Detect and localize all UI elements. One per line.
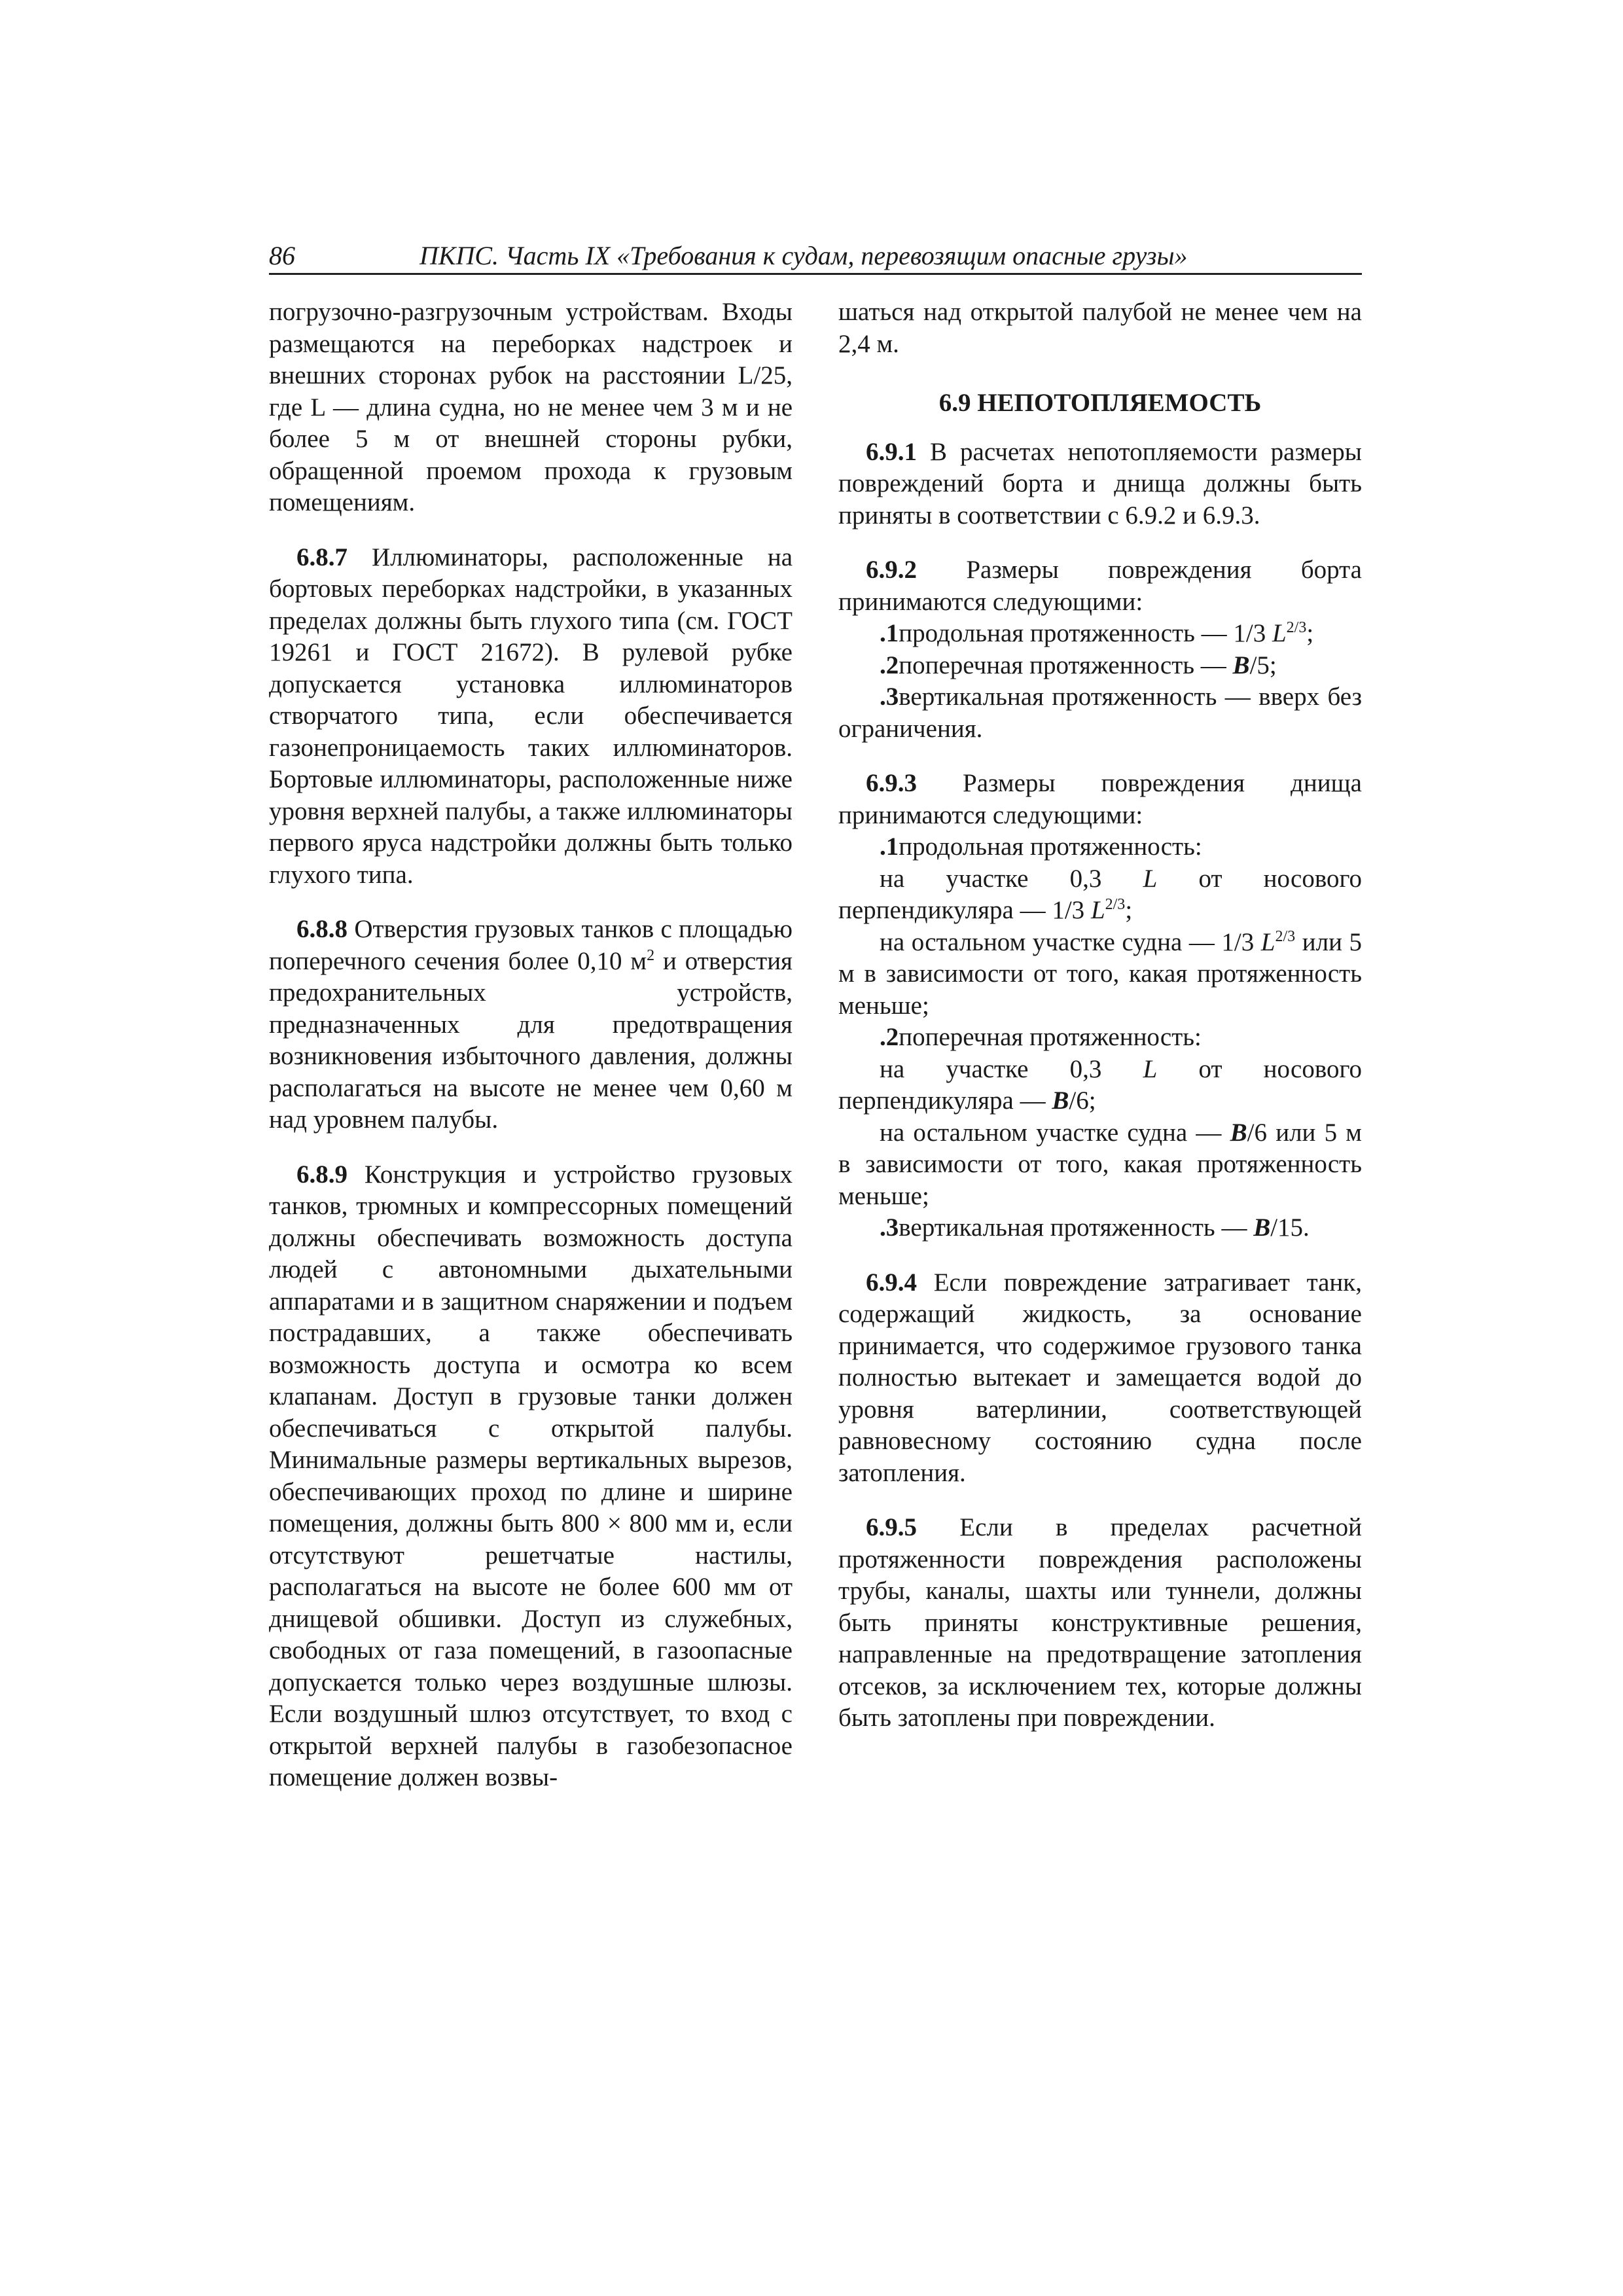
item-text: вертикальная протяженность — вверх без ограничения. xyxy=(838,683,1362,743)
clause-number: 6.8.8 xyxy=(296,915,348,943)
item-text: или 5 м в зависимости от того, какая протяженность меньше; xyxy=(838,927,1362,1020)
item-number: .1 xyxy=(880,833,899,861)
item-number: .1 xyxy=(880,619,899,647)
clause-text: и отверстия предохранительных устройств, предназначенных для предотвращения возникновения избыточного давления, должны располагаться на высоте не менее чем 0,60 м над уровнем палубы. xyxy=(269,946,793,1134)
left-column xyxy=(269,296,793,1794)
item-number: .2 xyxy=(880,651,899,679)
list-item xyxy=(838,831,1362,863)
clause-text: Размеры повреждения борта принимаются следующими: xyxy=(838,556,1362,616)
paragraph-6-8-7 xyxy=(269,542,793,891)
page-number: 86 xyxy=(269,241,295,270)
clause-text: В расчетах непотопляемости размеры повреждений борта и днища должны быть приняты в соответствии с 6.9.2 и 6.9.3. xyxy=(838,437,1362,529)
sub-item xyxy=(838,863,1362,927)
clause-number: 6.9.1 xyxy=(866,437,917,466)
item-text: поперечная протяженность — xyxy=(899,651,1226,679)
clause-text: Иллюминаторы, расположенные на бортовых переборках надстройки, в указанных пределах должны быть глухого типа (см. ГОСТ 19261 и ГОСТ 21672). В рулевой рубке допускается установка иллюминаторов створчатого типа, если обеспечивается газонепроницаемость таких иллюминаторов. Бортовые иллюминаторы, расположенные ниже уровня верхней палубы, а также иллюминаторы первого яруса надстройки должны быть только глухого типа. xyxy=(269,543,793,889)
item-text: /6; xyxy=(1069,1086,1096,1115)
paragraph-6-8-8 xyxy=(269,914,793,1136)
superscript: 2/3 xyxy=(1275,927,1296,945)
right-column xyxy=(838,296,1362,1734)
running-header xyxy=(269,239,1362,273)
clause-text: Если повреждение затрагивает танк, содержащий жидкость, за основание принимается, что содержимое грузового танка полностью вытекает и замещается водой до уровня ватерлинии, соответствующей равновесному состоянию судна после затопления. xyxy=(838,1268,1363,1487)
item-text: поперечная протяженность: xyxy=(899,1023,1202,1051)
list-item xyxy=(838,1212,1362,1244)
variable: L xyxy=(1090,896,1105,924)
list-item xyxy=(838,618,1362,650)
clause-number: 6.8.9 xyxy=(296,1160,348,1189)
item-text: на остальном участке судна — 1/3 xyxy=(880,927,1255,956)
item-number: .3 xyxy=(880,1213,899,1242)
item-text: на остальном участке судна — xyxy=(880,1118,1222,1147)
paragraph-6-9-5 xyxy=(838,1512,1362,1734)
clause-text: Конструкция и устройство грузовых танков, трюмных и компрессорных помещений должны обеспечивать возможность доступа людей с автономными дыхательными аппаратами и в защитном снаряжении и подъем пострадавших, а также обеспечивать возможность доступа и осмотра ко всем клапанам. Доступ в грузовые танки должен обеспечиваться с открытой палубы. Минимальные размеры вертикальных вырезов, обеспечивающих проход по длине и ширине помещения, должны быть 800 × 800 мм и, если отсутствуют решетчатые настилы, располагаться на высоте не более 600 мм от днищевой обшивки. Доступ из служебных, свободных от газа помещений, в газоопасные допускается только через воздушные шлюзы. Если воздушный шлюз отсутствует, то вход с открытой верхней палубы в газобезопасное помещение должен возвы- xyxy=(269,1160,793,1791)
variable: L xyxy=(1143,864,1158,893)
paragraph-6-9-4 xyxy=(838,1267,1362,1490)
header-title: ПКПС. Часть IX «Требования к судам, перевозящим опасные грузы» xyxy=(419,241,1188,270)
item-text: продольная протяженность — 1/3 xyxy=(899,619,1266,647)
list-item xyxy=(838,650,1362,682)
item-text: от носового перпендикуляра — 1/3 xyxy=(838,864,1362,924)
paragraph-6-9-2 xyxy=(838,554,1362,618)
sub-item xyxy=(838,927,1362,1022)
clause-number: 6.9.2 xyxy=(866,556,917,584)
item-text: /15. xyxy=(1270,1213,1310,1242)
superscript: 2 xyxy=(647,946,655,964)
item-text: ; xyxy=(1125,896,1133,924)
sub-item xyxy=(838,1117,1362,1213)
list-item xyxy=(838,1022,1362,1054)
variable: L xyxy=(1143,1054,1158,1083)
variable: B xyxy=(1232,651,1250,679)
clause-number: 6.9.3 xyxy=(866,769,917,797)
clause-text: Отверстия грузовых танков с площадью поперечного сечения более 0,10 м xyxy=(269,915,793,975)
superscript: 2/3 xyxy=(1105,896,1126,913)
section-title: 6.9 НЕПОТОПЛЯЕМОСТЬ xyxy=(938,389,1262,417)
list-item xyxy=(838,681,1362,745)
item-text: вертикальная протяженность — xyxy=(899,1213,1247,1242)
item-text: от носового перпендикуляра — xyxy=(838,1054,1362,1115)
variable: B xyxy=(1052,1086,1069,1115)
paragraph-6-8-9 xyxy=(269,1159,793,1794)
paragraph-continuation: погрузочно-разгрузочным устройствам. Входы размещаются на переборках надстроек и внешних сторонах рубок на расстоянии L/25, где L — длина судна, но не менее чем 3 м и не более 5 м от внешней стороны рубки, обращенной проемом прохода к грузовым помещениям. xyxy=(269,298,793,516)
item-text: на участке 0,3 xyxy=(880,1054,1102,1083)
paragraph-6-9-3 xyxy=(838,768,1362,831)
superscript: 2/3 xyxy=(1286,619,1307,636)
variable: L xyxy=(1260,927,1275,956)
header-rule xyxy=(269,273,1362,275)
item-text: /5; xyxy=(1249,651,1277,679)
item-text: продольная протяженность: xyxy=(899,833,1202,861)
clause-text: Размеры повреждения днища принимаются следующими: xyxy=(838,769,1362,829)
variable: B xyxy=(1230,1118,1247,1147)
variable: B xyxy=(1253,1213,1271,1242)
sub-item xyxy=(838,1054,1362,1117)
clause-number: 6.9.5 xyxy=(866,1513,917,1541)
item-text: на участке 0,3 xyxy=(880,864,1102,893)
paragraph-6-9-1 xyxy=(838,437,1362,532)
paragraph-continuation: шаться над открытой палубой не менее чем на 2,4 м. xyxy=(838,298,1362,358)
clause-number: 6.9.4 xyxy=(866,1268,917,1297)
item-text: /6 или 5 м в зависимости от того, какая протяженность меньше; xyxy=(838,1118,1362,1210)
item-number: .3 xyxy=(880,683,899,711)
clause-text: Если в пределах расчетной протяженности повреждения расположены трубы, каналы, шахты или туннели, должны быть приняты конструктивные решения, направленные на предотвращение затопления отсеков, за исключением тех, которые должны быть затоплены при повреждении. xyxy=(838,1513,1362,1732)
item-text: ; xyxy=(1306,619,1314,647)
variable: L xyxy=(1272,619,1287,647)
item-number: .2 xyxy=(880,1023,899,1051)
clause-number: 6.8.7 xyxy=(296,543,348,571)
